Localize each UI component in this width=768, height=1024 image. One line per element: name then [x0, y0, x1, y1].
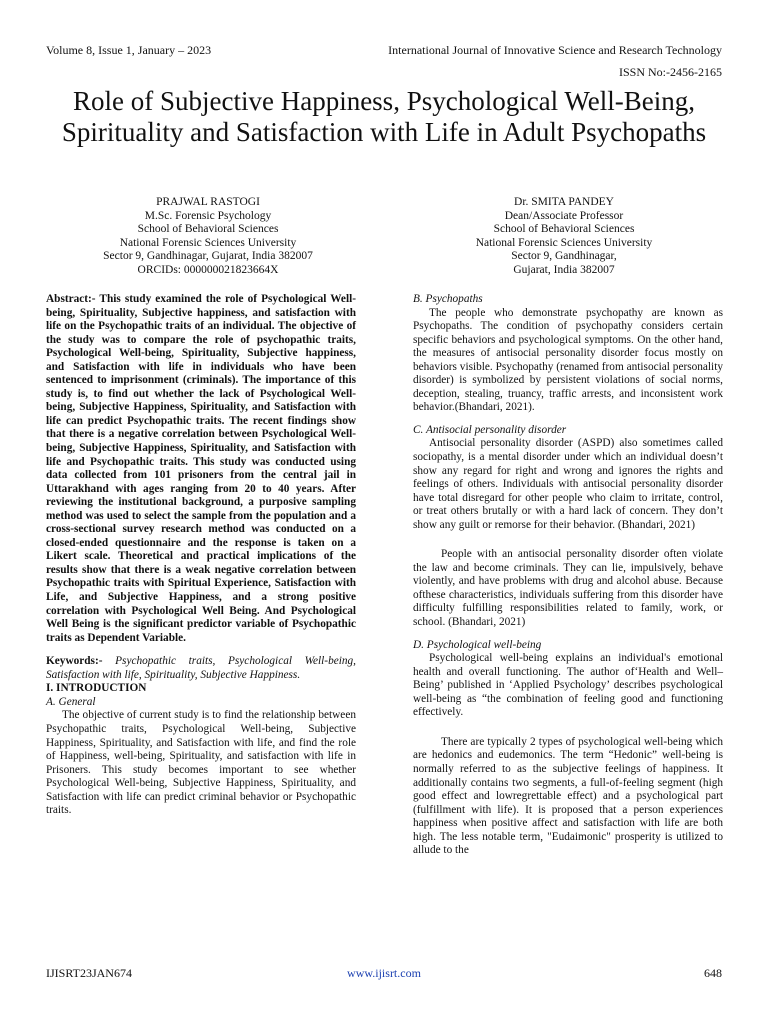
- paragraph-psychopaths: The people who demonstrate psychopathy are known as Psychopaths. The condition of psychopathy considers certain specific behaviors and psychological symptoms. On the other hand, the measures of antisocial personality disorder focus mostly on behaviors visible. Psychopathy (renamed from antisocial personality disorder) is symbolized by persistent violations of social norms, deception, stealing, truancy, traffic arrests, and inconsistent work behavior.(Bhandari, 2021).: [413, 306, 723, 414]
- author-university: National Forensic Sciences University: [475, 236, 653, 249]
- author-address: Sector 9, Gandhinagar, Gujarat, India 382007: [103, 250, 313, 263]
- subsection-heading-wellbeing: D. Psychological well-being: [413, 638, 542, 651]
- paper-title: Role of Subjective Happiness, Psychological Well-Being, Spirituality and Satisfaction with Life in Adult Psychopaths: [61, 86, 707, 147]
- author-school: School of Behavioral Sciences: [493, 223, 635, 236]
- left-column: [46, 293, 356, 818]
- author-name: Dr. SMITA PANDEY: [514, 196, 614, 208]
- subsection-heading-general: A. General: [46, 695, 96, 708]
- subsection-heading-aspd: C. Antisocial personality disorder: [413, 423, 567, 436]
- author-block-2: [402, 196, 726, 278]
- paragraph-aspd-1: Antisocial personality disorder (ASPD) also sometimes called sociopathy, is a mental disorder under which an individual doesn’t show any regard for right and wrong and ignores the rights and feelings of others. Individuals with antisocial personality disorder have total disregard for other people who claim to irritate, control, or treat others brutally or with a hard lack of concern. They don’t show any guilt or remorse for their behavior. (Bhandari, 2021): [413, 437, 723, 531]
- author-address-2: Gujarat, India 382007: [513, 263, 615, 276]
- author-position: Dean/Associate Professor: [504, 209, 624, 222]
- right-column: [413, 293, 723, 858]
- paragraph-wellbeing-2: There are typically 2 types of psychological well-being which are hedonics and eudemonics. The term “Hedonic” well-being is normally referred to as the subjective feelings of happiness. It additionally contains two segments, a full-of-feeling segment (high good effect and lowregrettable effect) and a psychological part (fulfillment with life). It is proposed that a person experiences happiness when positive affect and satisfaction with life are both high. The less notable term, "Eudaimonic" prosperity is utilized to allude to the: [413, 735, 723, 857]
- author-address: Sector 9, Gandhinagar,: [511, 250, 617, 263]
- author-block-1: [46, 196, 370, 278]
- author-orcid: ORCIDs: 000000021823664X: [137, 263, 279, 276]
- issn: ISSN No:-2456-2165: [618, 65, 722, 79]
- paragraph-aspd-2: People with an antisocial personality disorder often violate the law and become criminals. They can lie, impulsively, behave violently, and have problems with drug and alcohol abuse. Because ofthese characteristics, individuals suffering from this disorder have difficulty fulfilling responsibilities related to family, work, or school. (Bhandari, 2021): [413, 548, 723, 629]
- abstract: Abstract:- This study examined the role of Psychological Well-being, Spirituality, Subjective happiness, and satisfaction with life on the Psychopathic traits of an individual. The objective of the study was to compare the role of psychopathic traits, Psychological Well-being, Spirituality, Subjective happiness, and Satisfaction with life in individuals who have been sentenced to imprisonment (criminals). The importance of this study is, to find out whether the lack of Psychological Well-being, Subjective Happiness, Spirituality, and Satisfaction with life can predict Psychopathic traits. The recent findings show that there is a negative correlation between Psychological Well-being, Subjective Happiness, Spirituality, and Satisfaction with life and Psychopathic traits. This study was conducted using data collected from 101 prisoners from the central jail in Uttarakhand with ages ranging from 20 to 40 years. After reviewing the institutional background, a purposive sampling method was used to select the sample from the population and a cross-sectional survey research method was conducted on a closed-ended questionnaire and the response is taken on a Likert scale. Theoretical and practical implications of the results show that there is a weak negative correlation between Psychopathic traits with Spiritual Experience, Satisfaction with Life, and Subjective Happiness, and a strong positive correlation with Psychological Well Being. And Psychological Well Being is the significant predictor variable of Psychopathic traits as Dependent Variable.: [46, 293, 356, 644]
- section-heading-introduction: I. INTRODUCTION: [46, 682, 147, 695]
- page-number: 648: [704, 966, 722, 980]
- journal-name: International Journal of Innovative Science and Research Technology: [388, 43, 722, 57]
- paper-id: IJISRT23JAN674: [46, 966, 132, 980]
- author-university: National Forensic Sciences University: [119, 236, 297, 249]
- author-degree: M.Sc. Forensic Psychology: [144, 209, 272, 222]
- keywords-text: Psychopathic traits, Psychological Well-being, Satisfaction with life, Spirituality, Subjective Happiness.: [46, 655, 356, 681]
- volume-info: Volume 8, Issue 1, January – 2023: [46, 43, 212, 57]
- journal-url-link[interactable]: www.ijisrt.com: [347, 966, 421, 980]
- paragraph-wellbeing-1: Psychological well-being explains an individual's emotional health and overall functioning. The author of‘Health and Well–Being’ published in ‘Applied Psychology’ describes psychological well-being as “the combination of feeling good and functioning effectively.: [413, 652, 723, 719]
- keywords-label: Keywords:-: [46, 655, 103, 668]
- paragraph-general: The objective of current study is to find the relationship between Psychopathic traits, Psychological Well-being, Subjective Happiness, Spirituality, and Satisfaction with life, and find the role of Happiness, well-being, Spirituality, and satisfaction with life in Prisoners. This study becomes important to see whether Psychological Well-being, Subjective Happiness, Spirituality, and Satisfaction with life can predict criminal behavior or Psychopathic traits.: [46, 709, 356, 817]
- subsection-heading-psychopaths: B. Psychopaths: [413, 293, 483, 305]
- author-school: School of Behavioral Sciences: [137, 223, 279, 236]
- author-name: PRAJWAL RASTOGI: [156, 196, 260, 208]
- keywords: [46, 655, 356, 682]
